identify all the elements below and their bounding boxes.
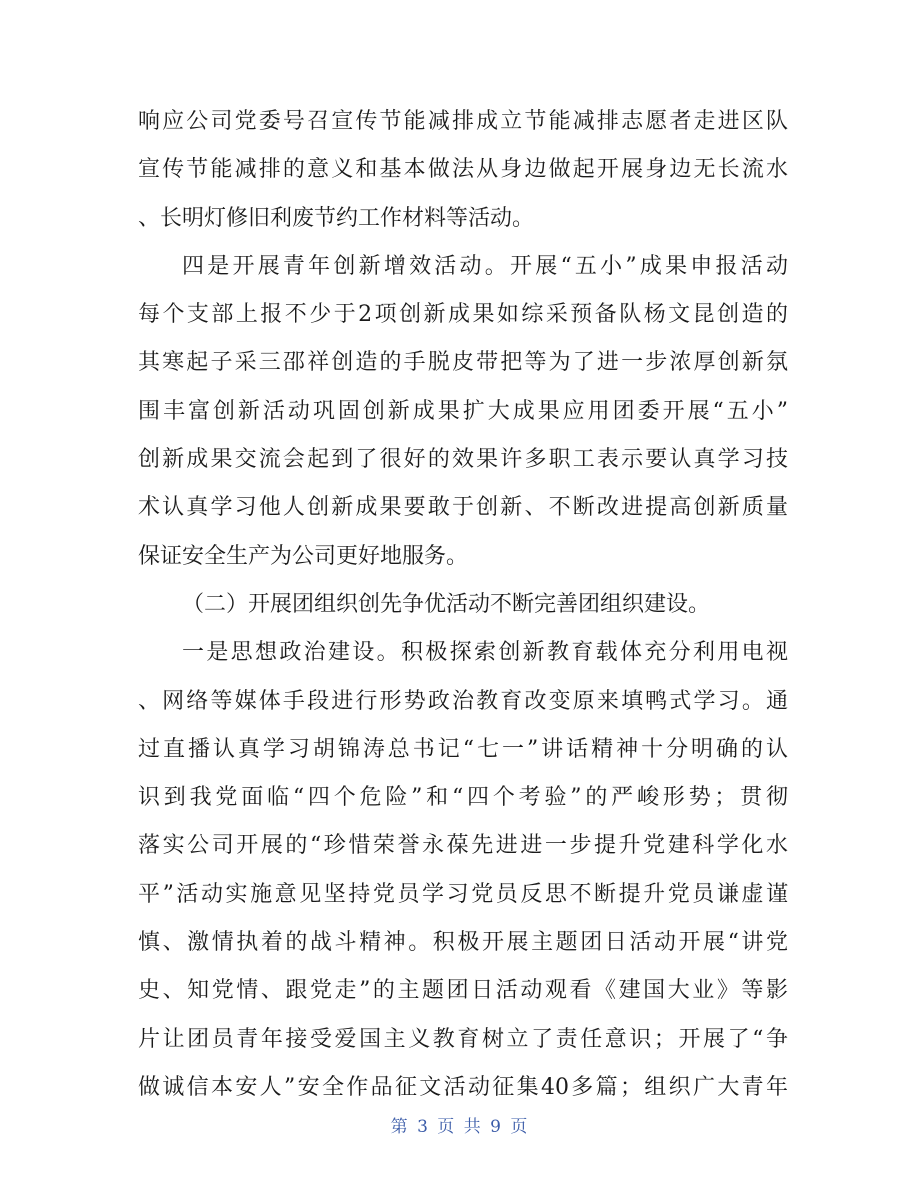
text-line: 过直播认真学习胡锦涛总书记“七一”讲话精神十分明确的认 xyxy=(138,736,788,762)
paragraph-start-line: 一是思想政治建设。积极探索创新教育载体充分利用电视 xyxy=(182,640,788,666)
text-line: 平”活动实施意见坚持党员学习党员反思不断提升党员谦虚谨 xyxy=(138,881,788,907)
text-line: 落实公司开展的“珍惜荣誉永葆先进进一步提升党建科学化水 xyxy=(138,833,788,859)
text-line: 每个支部上报不少于2项创新成果如综采预备队杨文昆创造的 xyxy=(138,302,788,328)
text-line: 片让团员青年接受爱国主义教育树立了责任意识；开展了“争 xyxy=(138,1026,788,1052)
section-heading: （二）开展团组织创先争优活动不断完善团组织建设。 xyxy=(182,591,711,617)
text-line: 史、知党情、跟党走”的主题团日活动观看《建国大业》等影 xyxy=(138,978,788,1004)
text-line: 术认真学习他人创新成果要敢于创新、不断改进提高创新质量 xyxy=(138,495,788,521)
document-body xyxy=(138,98,788,1112)
text-line: 围丰富创新活动巩固创新成果扩大成果应用团委开展“五小” xyxy=(138,398,788,424)
page-number-footer: 第 3 页 共 9 页 xyxy=(390,1117,530,1137)
text-line: 做诚信本安人”安全作品征文活动征集40多篇；组织广大青年 xyxy=(138,1074,788,1100)
text-line: 慎、激情执着的战斗精神。积极开展主题团日活动开展“讲党 xyxy=(138,930,788,956)
text-line: 、长明灯修旧利废节约工作材料等活动。 xyxy=(138,205,535,231)
text-line: 创新成果交流会起到了很好的效果许多职工表示要认真学习技 xyxy=(138,447,788,473)
text-line: 保证安全生产为公司更好地服务。 xyxy=(138,543,469,569)
text-line: 响应公司党委号召宣传节能减排成立节能减排志愿者走进区队 xyxy=(138,109,788,134)
text-line: 、网络等媒体手段进行形势政治教育改变原来填鸭式学习。通 xyxy=(138,688,788,714)
text-line: 识到我党面临“四个危险”和“四个考验”的严峻形势；贯彻 xyxy=(138,785,788,811)
paragraph-start-line: 四是开展青年创新增效活动。开展“五小”成果申报活动 xyxy=(182,253,788,279)
text-line: 宣传节能减排的意义和基本做法从身边做起开展身边无长流水 xyxy=(138,157,788,183)
text-line: 其寒起子采三邵祥创造的手脱皮带把等为了进一步浓厚创新氛 xyxy=(138,350,788,376)
